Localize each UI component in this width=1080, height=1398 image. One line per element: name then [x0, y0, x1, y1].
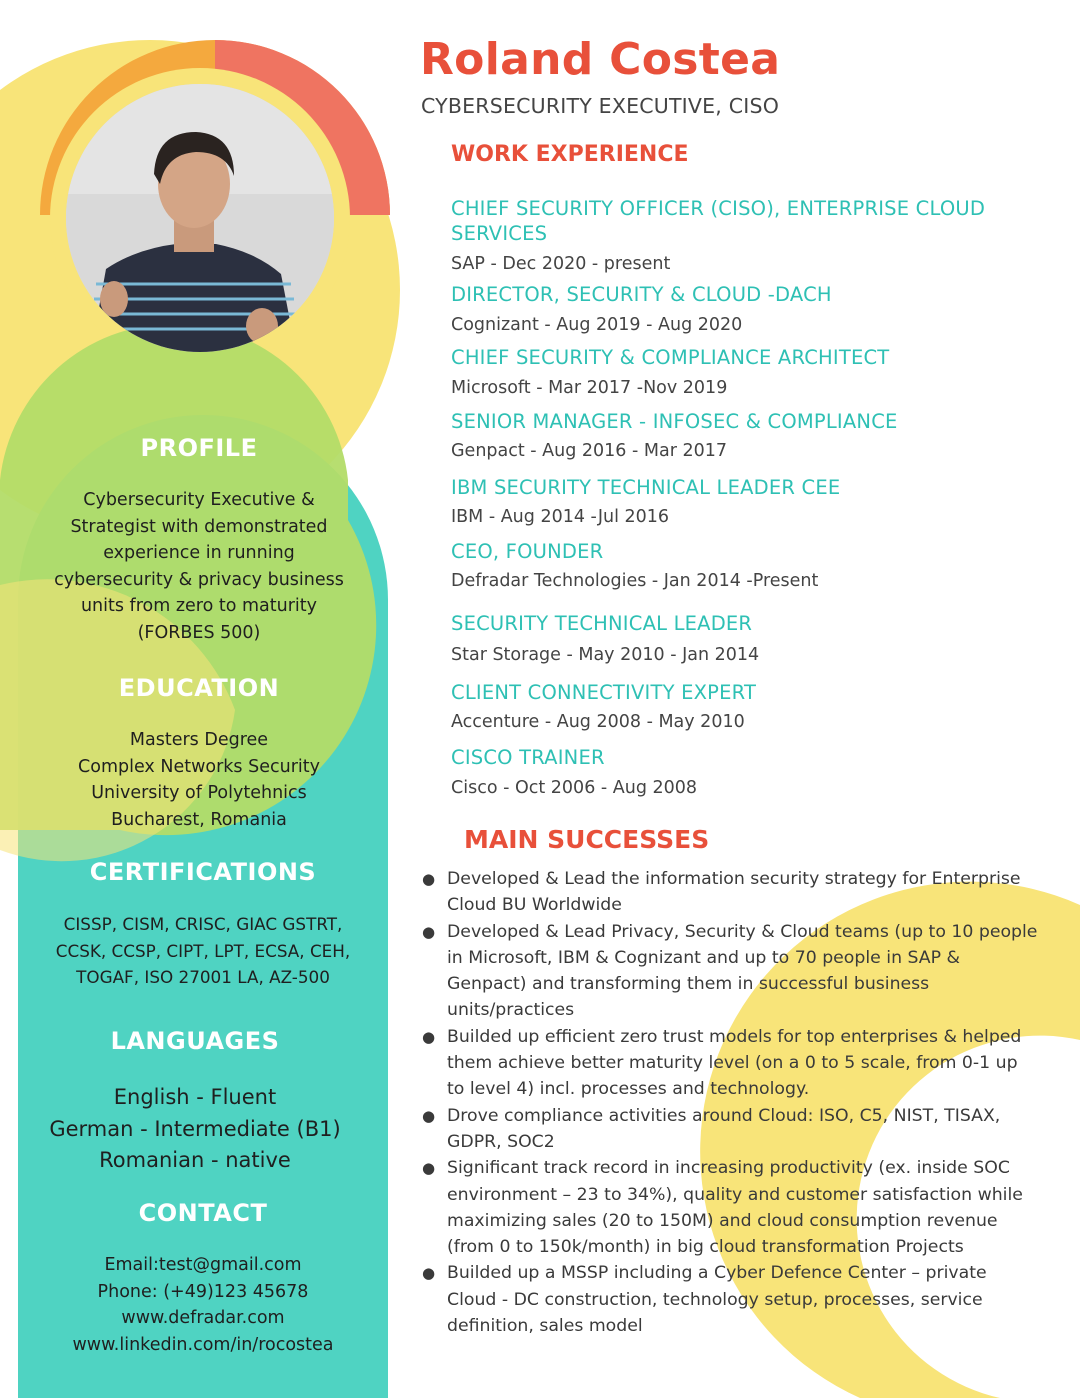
job-meta: Accenture - Aug 2008 - May 2010	[451, 712, 745, 732]
contact-heading: CONTACT	[138, 1199, 268, 1227]
profile-line: experience in running	[103, 543, 295, 563]
success-line: units/practices	[447, 1000, 575, 1021]
certifications-text	[18, 911, 388, 991]
education-line: Bucharest, Romania	[111, 809, 287, 830]
person-illustration	[66, 84, 334, 352]
job-title	[451, 196, 985, 246]
bullet-icon: ●	[422, 1106, 436, 1125]
work-experience-heading: WORK EXPERIENCE	[451, 142, 689, 167]
success-line: definition, sales model	[447, 1316, 643, 1337]
job-meta: Star Storage - May 2010 - Jan 2014	[451, 645, 760, 665]
bullet-icon: ●	[422, 922, 436, 941]
profile-photo	[66, 84, 334, 352]
person-name: Roland Costea	[420, 34, 781, 85]
job-meta: Cisco - Oct 2006 - Aug 2008	[451, 778, 698, 798]
contact-phone[interactable]: Phone: (+49)123 45678	[97, 1281, 309, 1302]
success-line: Genpact) and transforming them in successful business	[447, 974, 930, 995]
profile-line: (FORBES 500)	[137, 622, 261, 643]
success-line: in Microsoft, IBM & Cognizant and up to 70 people in SAP &	[447, 947, 961, 968]
profile-heading: PROFILE	[140, 434, 258, 462]
profile-text	[18, 487, 380, 646]
profile-line: Cybersecurity Executive &	[83, 490, 315, 510]
success-line: them achieve better maturity level (on a 0 to 5 scale, from 0-1 up	[447, 1053, 1018, 1074]
list-item	[422, 1260, 1070, 1339]
success-line: Developed & Lead Privacy, Security & Cloud teams (up to 10 people	[447, 921, 1038, 942]
bullet-icon: ●	[422, 1264, 436, 1283]
success-line: (from 0 to 150k/month) in big cloud transformation Projects	[447, 1237, 964, 1258]
success-line: maximizing sales (20 to 150M) and cloud consumption revenue	[447, 1210, 998, 1231]
job-title: CLIENT CONNECTIVITY EXPERT	[451, 681, 757, 704]
language-line: Romanian - native	[99, 1148, 291, 1172]
success-line: Drove compliance activities around Cloud: ISO, C5, NIST, TISAX,	[447, 1105, 1001, 1126]
education-text	[18, 727, 380, 833]
certifications-line: CISSP, CISM, CRISC, GIAC GSTRT,	[63, 914, 343, 934]
language-line: German - Intermediate (B1)	[49, 1116, 341, 1141]
list-item	[422, 866, 1070, 919]
languages-heading: LANGUAGES	[110, 1027, 280, 1055]
bullet-icon: ●	[422, 1027, 436, 1046]
job-meta: Defradar Technologies - Jan 2014 -Present	[451, 571, 819, 591]
success-line: Significant track record in increasing productivity (ex. inside SOC	[447, 1158, 1010, 1179]
education-heading: EDUCATION	[118, 674, 280, 702]
list-item	[422, 919, 1070, 1024]
profile-line: cybersecurity & privacy business	[54, 569, 344, 590]
languages-text	[12, 1082, 378, 1177]
contact-text	[18, 1252, 388, 1358]
job-title-line: CHIEF SECURITY OFFICER (CISO), ENTERPRISE CLOUD	[451, 197, 986, 220]
profile-line: Strategist with demonstrated	[70, 516, 328, 537]
job-meta: IBM - Aug 2014 -Jul 2016	[451, 507, 670, 527]
job-title: DIRECTOR, SECURITY & CLOUD -DACH	[451, 283, 832, 306]
job-title: CISCO TRAINER	[451, 746, 605, 769]
job-title-line: SERVICES	[451, 222, 548, 245]
success-line: Cloud - DC construction, technology setup, processes, service	[447, 1289, 983, 1310]
certifications-line: TOGAF, ISO 27001 LA, AZ-500	[76, 967, 330, 987]
successes-list	[422, 866, 1070, 1339]
list-item	[422, 1024, 1070, 1103]
job-title: IBM SECURITY TECHNICAL LEADER CEE	[451, 476, 841, 499]
bullet-icon: ●	[422, 870, 436, 888]
success-line: to level 4) incl. processes and technology.	[447, 1079, 810, 1100]
job-meta: Cognizant - Aug 2019 - Aug 2020	[451, 315, 743, 335]
job-meta: SAP - Dec 2020 - present	[451, 254, 671, 274]
contact-linkedin-link[interactable]: www.linkedin.com/in/rocostea	[72, 1334, 334, 1355]
education-line: Complex Networks Security	[78, 756, 320, 777]
list-item	[422, 1155, 1070, 1260]
success-line: Cloud BU Worldwide	[447, 895, 622, 916]
success-line: environment – 23 to 34%), quality and customer satisfaction while	[447, 1184, 1023, 1205]
success-line: Builded up a MSSP including a Cyber Defence Center – private	[447, 1263, 987, 1284]
job-title: SENIOR MANAGER - INFOSEC & COMPLIANCE	[451, 410, 898, 433]
certifications-heading: CERTIFICATIONS	[89, 858, 317, 886]
job-meta: Genpact - Aug 2016 - Mar 2017	[451, 441, 728, 461]
success-line: GDPR, SOC2	[447, 1131, 555, 1152]
job-meta: Microsoft - Mar 2017 -Nov 2019	[451, 378, 728, 398]
certifications-line: CCSK, CCSP, CIPT, LPT, ECSA, CEH,	[55, 940, 351, 961]
success-line: Developed & Lead the information security strategy for Enterprise	[447, 869, 1021, 889]
job-title: CHIEF SECURITY & COMPLIANCE ARCHITECT	[451, 346, 890, 369]
contact-email[interactable]: Email:test@gmail.com	[104, 1255, 302, 1275]
main-successes-heading: MAIN SUCCESSES	[464, 825, 710, 854]
job-title: CEO, FOUNDER	[451, 540, 604, 563]
bullet-icon: ●	[422, 1159, 436, 1178]
list-item	[422, 1103, 1070, 1156]
education-line: Masters Degree	[129, 730, 269, 750]
job-subtitle: CYBERSECURITY EXECUTIVE, CISO	[421, 94, 780, 118]
job-title: SECURITY TECHNICAL LEADER	[451, 612, 753, 635]
success-line: Builded up efficient zero trust models for top enterprises & helped	[447, 1026, 1022, 1047]
contact-website-link[interactable]: www.defradar.com	[121, 1308, 285, 1328]
language-line: English - Fluent	[113, 1085, 277, 1109]
education-line: University of Polytehnics	[91, 783, 307, 803]
profile-line: units from zero to maturity	[80, 596, 318, 616]
